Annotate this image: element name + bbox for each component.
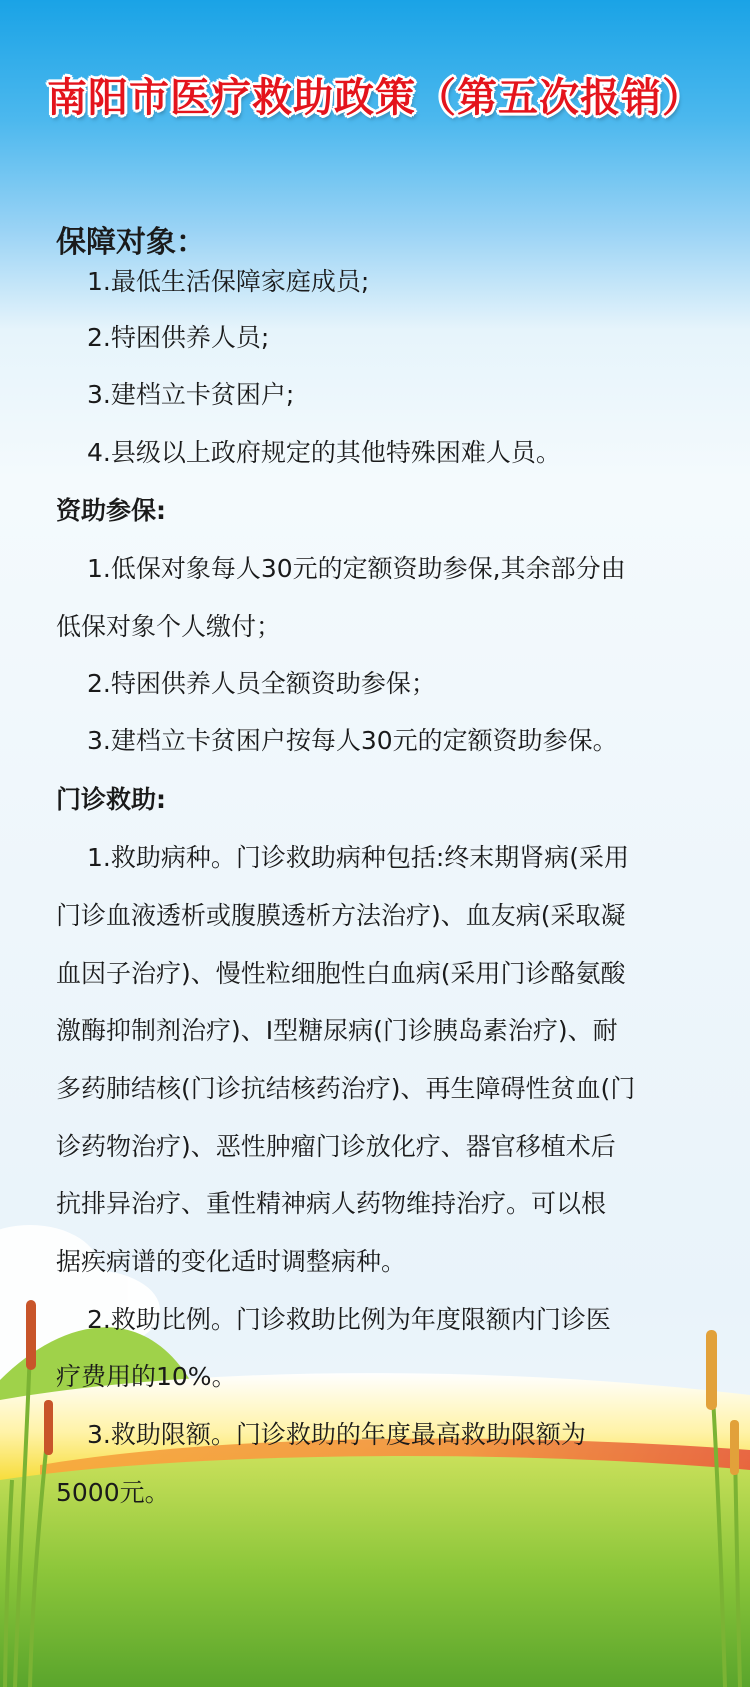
page-title: 南阳市医疗救助政策（第五次报销） [47,75,703,121]
paragraph-line: 据疾病谱的变化适时调整病种。 [56,1247,407,1276]
paragraph-line: 5000元。 [56,1478,170,1507]
paragraph-line: 1.低保对象每人30元的定额资助参保,其余部分由 [87,554,626,583]
paragraph-line: 3.救助限额。门诊救助的年度最高救助限额为 [87,1420,586,1449]
list-item: 4.县级以上政府规定的其他特殊困难人员。 [87,438,561,467]
paragraph-line: 2.救助比例。门诊救助比例为年度限额内门诊医 [87,1305,611,1334]
paragraph-line: 疗费用的10%。 [56,1362,237,1391]
paragraph-line: 2.特困供养人员全额资助参保； [87,669,436,698]
list-item: 3.建档立卡贫困户; [87,380,295,409]
list-item: 2.特困供养人员; [87,323,270,352]
paragraph-line: 抗排异治疗、重性精神病人药物维持治疗。可以根 [56,1189,607,1218]
paragraph-line: 门诊血液透析或腹膜透析方法治疗)、血友病(采取凝 [56,901,626,930]
paragraph-line: 多药肺结核(门诊抗结核药治疗)、再生障碍性贫血(门 [56,1074,636,1103]
section-heading-insurance: 资助参保: [56,496,166,525]
list-item: 1.最低生活保障家庭成员; [87,267,370,296]
paragraph-line: 激酶抑制剂治疗)、Ⅰ型糖尿病(门诊胰岛素治疗)、耐 [56,1016,618,1045]
paragraph-line: 低保对象个人缴付； [56,612,282,641]
paragraph-line: 诊药物治疗)、恶性肿瘤门诊放化疗、器官移植术后 [56,1132,616,1161]
paragraph-line: 3.建档立卡贫困户按每人30元的定额资助参保。 [87,726,618,755]
section-heading-outpatient: 门诊救助: [56,785,166,814]
paragraph-line: 1.救助病种。门诊救助病种包括:终末期肾病(采用 [87,843,630,872]
section-heading-coverage: 保障对象： [56,225,206,260]
paragraph-line: 血因子治疗)、慢性粒细胞性白血病(采用门诊酪氨酸 [56,959,626,988]
